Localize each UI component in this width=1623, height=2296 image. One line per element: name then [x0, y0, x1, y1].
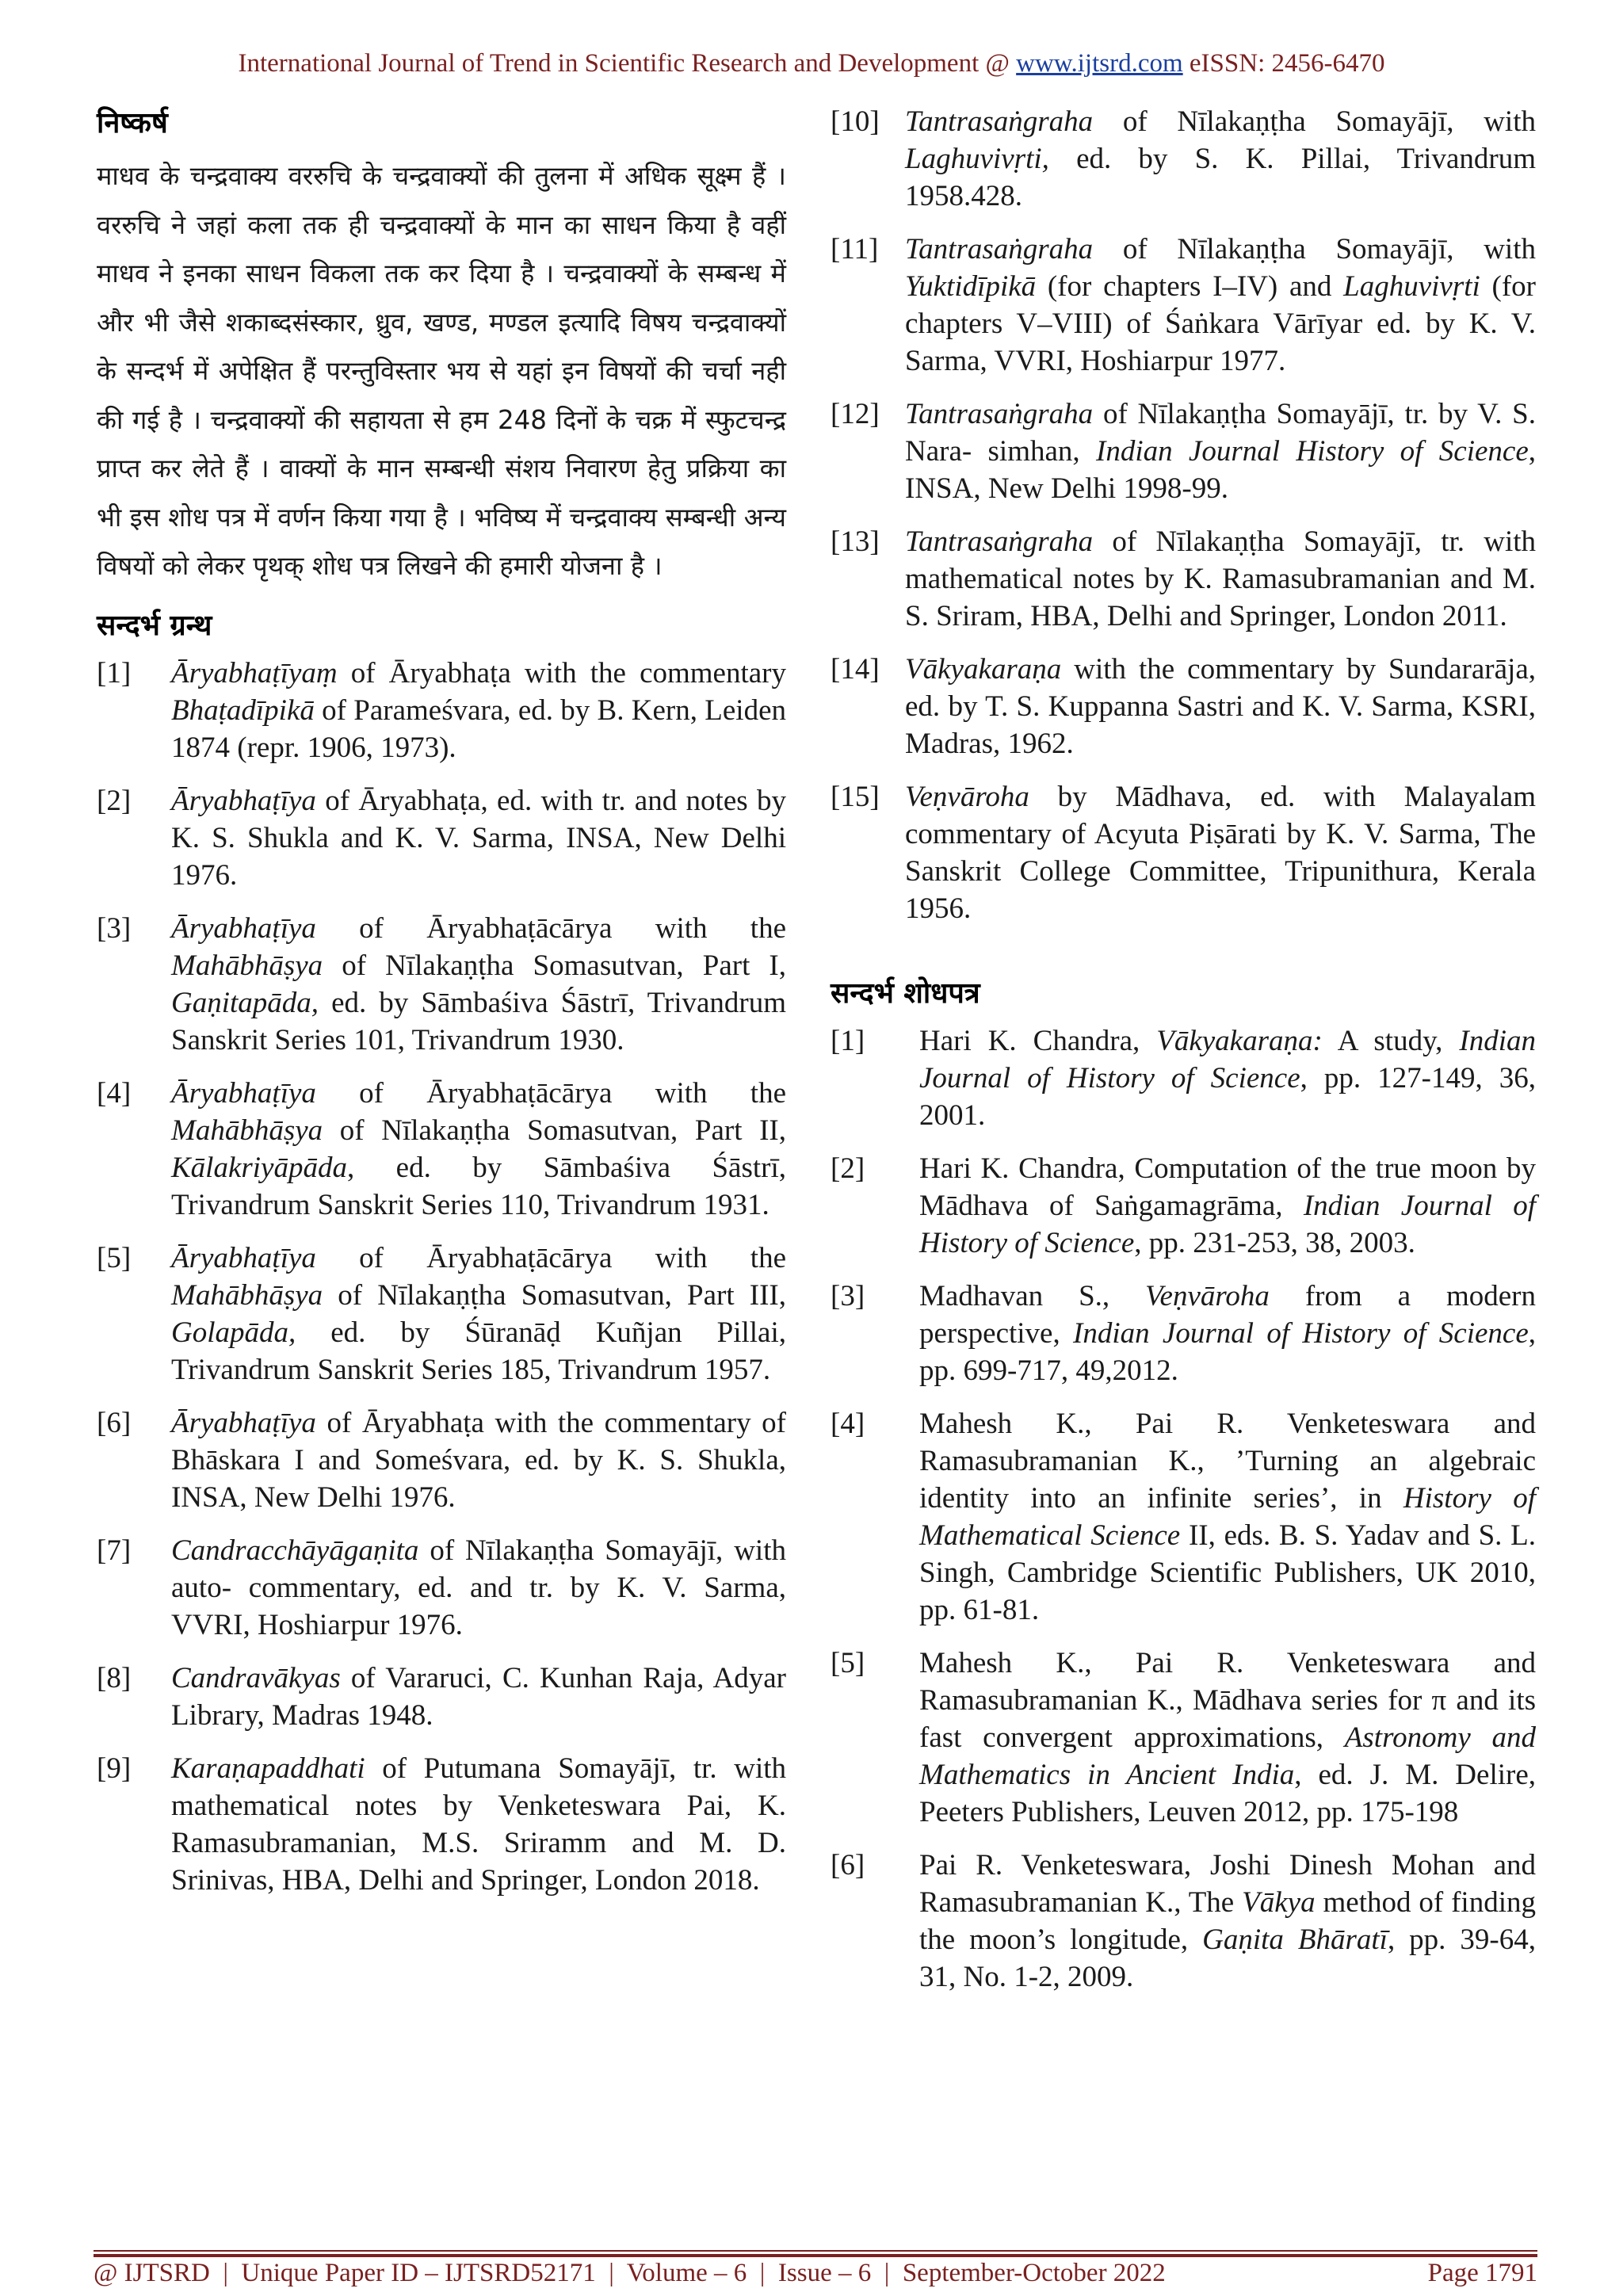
- reference-number: [3]: [831, 1280, 865, 1312]
- reference-item: [831, 1405, 1536, 1629]
- reference-title: , Indian Journal of History of Science: [919, 1190, 1537, 1259]
- footer-rule: [94, 2250, 1537, 2252]
- reference-text: [919, 1405, 1536, 1629]
- reference-text: [171, 1404, 786, 1516]
- reference-title: Tantrasaṅgraha: [905, 398, 1094, 430]
- reference-text: [171, 910, 786, 1059]
- reference-number: [10]: [831, 105, 880, 138]
- reference-number: [6]: [97, 1406, 132, 1439]
- reference-item: [97, 1075, 786, 1224]
- reference-segment: (for chapters V–VIII) of Śaṅkara Vārīyar ed. by K. V. Sarma, VVRI, Hoshiarpur 1977.: [905, 270, 1537, 377]
- reference-item: [831, 395, 1536, 507]
- journal-website-link[interactable]: www.ijtsrd.com: [1016, 49, 1183, 78]
- left-column: [97, 103, 786, 1915]
- reference-item: [831, 103, 1536, 215]
- reference-title: Indian Journal History of Science: [1096, 435, 1529, 468]
- reference-segment: of Putumana Somayājī, tr. with mathematical notes by Venketeswara Pai, K. Ramasubramanian, M.S. Sriramm and M. D. Srinivas, HBA, Delhi and Springer, London 2018.: [171, 1752, 786, 1897]
- reference-number: [2]: [831, 1152, 865, 1185]
- reference-text: [905, 103, 1536, 215]
- conclusion-heading: निष्कर्ष: [97, 107, 168, 139]
- reference-text: [905, 231, 1536, 380]
- reference-number: [6]: [831, 1849, 865, 1881]
- reference-segment: of Āryabhaṭācārya with the: [315, 911, 786, 945]
- reference-title: Vākyakaraṇa: [905, 653, 1062, 686]
- reference-item: [831, 1847, 1536, 1996]
- reference-text: [905, 651, 1536, 762]
- reference-title: Karaṇapaddhati: [171, 1752, 365, 1785]
- footer-rule-thick: [94, 2254, 1537, 2257]
- footer-info: @ IJTSRD | Unique Paper ID – IJTSRD52171 | Volume – 6 | Issue – 6 | September-October 2022: [94, 2259, 1166, 2287]
- reference-title: Laghuvivṛti: [1343, 270, 1480, 303]
- reference-number: [8]: [97, 1661, 132, 1694]
- reference-item: [97, 1750, 786, 1899]
- reference-title: Tantrasaṅgraha: [905, 525, 1094, 558]
- reference-item: [831, 231, 1536, 380]
- reference-segment: , INSA, New Delhi 1998-99.: [905, 435, 1537, 505]
- book-references-heading: सन्दर्भ ग्रन्थ: [97, 609, 212, 642]
- reference-segment: Hari K. Chandra, Computation of the true moon by Mādhava of Saṅgamagrāma: [919, 1152, 1536, 1222]
- reference-segment: of Nīlakaṇṭha Somayājī, with auto- commentary, ed. and tr. by K. V. Sarma, VVRI, Hoshiarpur 1976.: [171, 1534, 786, 1641]
- reference-title: Gaṇita Bhāratī: [1202, 1924, 1388, 1956]
- reference-segment: by Mādhava, ed. with Malayalam commentary of Acyuta Piṣārati by K. V. Sarma, The Sanskrit College Committee, Tripunithura, Kerala 1956.: [905, 781, 1536, 925]
- reference-text: [919, 1278, 1536, 1389]
- reference-title: Tantrasaṅgraha: [905, 105, 1094, 138]
- reference-title: Āryabhaṭīya: [171, 784, 316, 817]
- reference-item: [831, 1150, 1536, 1262]
- reference-segment: of Āryabhaṭa, ed. with tr. and notes by K. S. Shukla and K. V. Sarma, INSA, New Delhi 1976.: [171, 784, 786, 892]
- reference-text: [919, 1022, 1536, 1134]
- reference-item: [831, 523, 1536, 635]
- reference-segment: , ed. J. M. Delire, Peeters Publishers, Leuven 2012, pp. 175-198: [919, 1759, 1536, 1828]
- reference-text: [171, 782, 786, 894]
- page-number: Page 1791: [1427, 2259, 1537, 2287]
- reference-segment: of Nīlakaṇṭha Somayājī, tr. by V. S. Nara- simhan,: [905, 398, 1536, 468]
- reference-title: Candracchāyāgaṇita: [171, 1534, 419, 1567]
- reference-number: [15]: [831, 781, 880, 813]
- reference-title: Veṇvāroha: [1145, 1280, 1270, 1312]
- reference-item: [831, 778, 1536, 927]
- reference-title: Bhaṭadīpikā: [171, 693, 315, 727]
- reference-title: Mahābhāṣya: [171, 1114, 323, 1147]
- reference-text: [171, 1750, 786, 1899]
- page-header: [0, 49, 1623, 78]
- reference-segment: , pp. 699-717, 49,2012.: [919, 1317, 1536, 1387]
- reference-item: [97, 1532, 786, 1644]
- reference-item: [831, 1278, 1536, 1389]
- reference-item: [97, 1240, 786, 1389]
- reference-text: [171, 655, 786, 766]
- reference-title: Āryabhaṭīya: [171, 1241, 316, 1274]
- reference-segment: from a modern perspective,: [919, 1280, 1536, 1350]
- reference-title: Astronomy and Mathematics in Ancient India: [919, 1721, 1536, 1791]
- reference-text: [171, 1240, 786, 1389]
- reference-title: Indian Journal of History of Science: [1073, 1317, 1529, 1350]
- reference-segment: , pp. 127-149, 36, 2001.: [919, 1062, 1536, 1132]
- reference-text: [171, 1075, 786, 1224]
- reference-segment: of Āryabhaṭa with the commentary of Bhāskara I and Someśvara, ed. by K. S. Shukla, INSA, New Delhi 1976.: [171, 1406, 786, 1514]
- reference-segment: Hari K. Chandra,: [919, 1025, 1157, 1057]
- reference-title: Gaṇitapāda,: [171, 986, 319, 1019]
- reference-title: Āryabhaṭīya: [171, 911, 316, 945]
- reference-segment: of Nīlakaṇṭha Somasutvan, Part I,: [323, 949, 786, 982]
- reference-item: [97, 782, 786, 894]
- right-column: [831, 103, 1536, 2011]
- reference-text: [905, 778, 1536, 927]
- reference-title: History of Mathematical Science: [919, 1482, 1537, 1552]
- reference-number: [9]: [97, 1752, 132, 1785]
- reference-segment: of Parameśvara, ed. by B. Kern, Leiden 1874 (repr. 1906, 1973).: [171, 693, 786, 764]
- reference-title: Mahābhāṣya: [171, 1278, 323, 1312]
- reference-item: [97, 655, 786, 766]
- reference-item: [831, 651, 1536, 762]
- reference-title: Laghuvivṛti,: [905, 143, 1049, 175]
- header-prefix: International Journal of Trend in Scientific Research and Development @: [238, 49, 1017, 78]
- reference-number: [1]: [97, 656, 132, 690]
- header-suffix: eISSN: 2456-6470: [1182, 49, 1385, 78]
- reference-title: Golapāda,: [171, 1316, 296, 1349]
- reference-segment: , ed. by Sāmbaśiva Śāstrī, Trivandrum Sanskrit Series 110, Trivandrum 1931.: [171, 1151, 786, 1221]
- reference-segment: , pp. 231-253, 38, 2003.: [1134, 1227, 1415, 1259]
- conclusion-paragraph: माधव के चन्द्रवाक्य वररुचि के चन्द्रवाक्यों की तुलना में अधिक सूक्ष्म हैं । वररुचि ने जहां कला तक ही चन्द्रवाक्यों के मान का साधन किया है वहीं माधव ने इनका साधन विकला तक कर दिया है । चन्द्रवाक्यों के सम्बन्ध में और भी जैसे शकाब्दसंस्कार, ध्रुव, खण्ड, मण्डल इत्यादि विषय चन्द्रवाक्यों के सन्दर्भ में अपेक्षित हैं परन्तुविस्तार भय से यहां इन विषयों की चर्चा नही की गई है । चन्द्रवाक्यों की सहायता से हम 248 दिनों के चक्र में स्फुटचन्द्र प्राप्त कर लेते हैं । वाक्यों के मान सम्बन्धी संशय निवारण हेतु प्रक्रिया का भी इस शोध पत्र में वर्णन किया गया है । भविष्य में चन्द्रवाक्य सम्बन्धी अन्य विषयों को लेकर पृथक् शोध पत्र लिखने की हमारी योजना है ।: [97, 161, 786, 581]
- reference-number: [7]: [97, 1534, 132, 1567]
- page-footer: [94, 2259, 1537, 2288]
- reference-segment: A study,: [1322, 1025, 1460, 1057]
- reference-segment: of Nīlakaṇṭha Somasutvan, Part III,: [323, 1278, 786, 1312]
- reference-title: Mahābhāṣya: [171, 949, 323, 982]
- reference-segment: Mahesh K., Pai R. Venketeswara and Ramasubramanian K., Mādhava series for π and its fast convergent approximations,: [919, 1647, 1536, 1754]
- reference-title: Indian Journal of History of Science: [919, 1025, 1536, 1095]
- reference-title: Āryabhaṭīyaṃ: [171, 656, 338, 690]
- paper-references-list: [831, 1022, 1536, 1996]
- reference-item: [97, 910, 786, 1059]
- reference-segment: with the commentary by Sundararāja, ed. by T. S. Kuppanna Sastri and K. V. Sarma, KSRI, Madras, 1962.: [905, 653, 1536, 760]
- reference-number: [4]: [831, 1408, 865, 1440]
- reference-title: Kālakriyāpāda: [171, 1151, 347, 1184]
- reference-number: [4]: [97, 1076, 132, 1110]
- reference-title: Āryabhaṭīya: [171, 1406, 316, 1439]
- book-references-list-continued: [831, 103, 1536, 927]
- reference-segment: , pp. 39-64, 31, No. 1-2, 2009.: [919, 1924, 1536, 1993]
- reference-segment: of Āryabhaṭa with the commentary: [337, 656, 786, 690]
- reference-number: [3]: [97, 911, 132, 945]
- reference-segment: Madhavan S.,: [919, 1280, 1146, 1312]
- reference-number: [14]: [831, 653, 880, 686]
- reference-text: [905, 395, 1536, 507]
- reference-segment: of Nīlakaṇṭha Somayājī, tr. with mathematical notes by K. Ramasubramanian and M. S. Sriram, HBA, Delhi and Springer, London 2011.: [905, 525, 1536, 632]
- reference-text: [919, 1645, 1536, 1831]
- reference-segment: of Nīlakaṇṭha Somasutvan, Part II,: [323, 1114, 786, 1147]
- reference-segment: Pai R. Venketeswara, Joshi Dinesh Mohan and Ramasubramanian K., The: [919, 1849, 1536, 1919]
- reference-number: [12]: [831, 398, 880, 430]
- reference-item: [831, 1645, 1536, 1831]
- reference-title: Veṇvāroha: [905, 781, 1029, 813]
- reference-title: Vākya: [1242, 1886, 1316, 1919]
- reference-text: [171, 1532, 786, 1644]
- reference-segment: ed. by Śūranāḍ Kuñjan Pillai, Trivandrum Sanskrit Series 185, Trivandrum 1957.: [171, 1316, 786, 1386]
- reference-segment: (for chapters I–IV) and: [1036, 270, 1344, 303]
- reference-item: [97, 1660, 786, 1734]
- reference-segment: of Nīlakaṇṭha Somayājī, with: [1093, 233, 1536, 266]
- paper-references-heading: सन्दर्भ शोधपत्र: [831, 977, 980, 1010]
- reference-text: [905, 523, 1536, 635]
- reference-segment: ed. by Sāmbaśiva Śāstrī, Trivandrum Sanskrit Series 101, Trivandrum 1930.: [171, 986, 786, 1056]
- reference-text: [171, 1660, 786, 1734]
- reference-number: [13]: [831, 525, 880, 558]
- reference-text: [919, 1150, 1536, 1262]
- reference-segment: ed. by S. K. Pillai, Trivandrum 1958.428.: [905, 143, 1536, 212]
- reference-segment: of Āryabhaṭācārya with the: [315, 1241, 786, 1274]
- reference-number: [11]: [831, 233, 879, 266]
- reference-segment: of Āryabhaṭācārya with the: [315, 1076, 786, 1110]
- reference-segment: of Vararuci, C. Kunhan Raja, Adyar Library, Madras 1948.: [171, 1661, 786, 1732]
- book-references-list: [97, 655, 786, 1899]
- reference-item: [831, 1022, 1536, 1134]
- reference-segment: of Nīlakaṇṭha Somayājī, with: [1093, 105, 1536, 138]
- reference-number: [1]: [831, 1025, 865, 1057]
- reference-title: Candravākyas: [171, 1661, 341, 1694]
- reference-segment: method of finding the moon’s longitude,: [919, 1886, 1536, 1956]
- reference-number: [5]: [97, 1241, 132, 1274]
- reference-segment: II, eds. B. S. Yadav and S. L. Singh, Cambridge Scientific Publishers, UK 2010, pp. 61-81.: [919, 1519, 1537, 1626]
- reference-number: [5]: [831, 1647, 865, 1679]
- reference-title: Tantrasaṅgraha: [905, 233, 1094, 266]
- reference-text: [919, 1847, 1536, 1996]
- reference-number: [2]: [97, 784, 132, 817]
- reference-item: [97, 1404, 786, 1516]
- reference-title: Vākyakaraṇa:: [1156, 1025, 1323, 1057]
- reference-title: Yuktidīpikā: [905, 270, 1037, 303]
- reference-segment: Mahesh K., Pai R. Venketeswara and Ramasubramanian K., ’Turning an algebraic identity into an infinite series’, in: [919, 1408, 1536, 1515]
- reference-title: Āryabhaṭīya: [171, 1076, 316, 1110]
